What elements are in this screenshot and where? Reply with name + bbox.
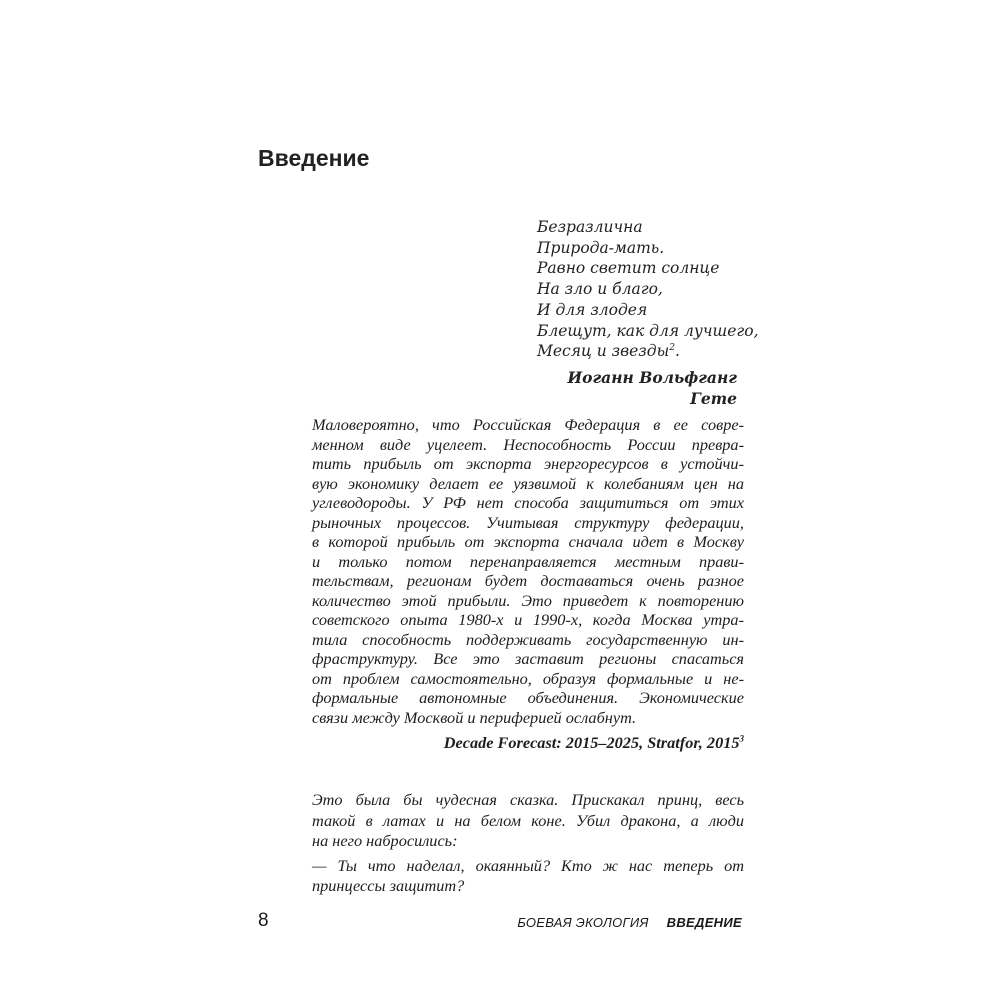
epigraph-line: Природа-мать. — [537, 238, 665, 257]
epigraph-line: На зло и благо, — [537, 280, 663, 299]
quote-line: Маловероятно, что Российская Федерация в ее совре- — [312, 415, 744, 434]
chapter-title: Введение — [258, 145, 370, 171]
tale-line: принцессы защитит? — [312, 876, 465, 895]
tale-line: такой в латах и на белом коне. Убил дракона, а люди — [312, 810, 744, 830]
page-footer — [258, 910, 742, 937]
quote-line: советского опыта 1980-х и 1990-х, когда Москва утра- — [312, 610, 744, 629]
quote-line: фраструктуру. Все это заставит регионы спасаться — [312, 649, 744, 668]
epigraph — [537, 217, 759, 409]
page-number: 8 — [258, 910, 269, 931]
quote-line: формальные автономные объединения. Экономические — [312, 688, 744, 707]
quote-line: рыночных процессов. Учитывая структуру федерации, — [312, 512, 744, 532]
epigraph-author: Иоганн Вольфганг Гете — [567, 367, 737, 408]
footnote-ref: 3 — [739, 733, 744, 744]
epigraph-line: Равно светит солнце — [537, 259, 720, 278]
quote-line: углеводороды. У РФ нет способа защититься от этих — [312, 493, 744, 512]
chapter-name: ВВЕДЕНИЕ — [666, 915, 742, 930]
quote-line: в которой прибыль от экспорта сначала идет в Москву — [312, 532, 744, 551]
stratfor-quote — [312, 415, 744, 753]
quote-line: вую экономику делает ее уязвимой к колебаниям цен на — [312, 473, 744, 493]
running-footer — [517, 915, 742, 931]
book-title: БОЕВАЯ ЭКОЛОГИЯ — [517, 915, 649, 930]
footnote-ref: 2 — [669, 343, 675, 354]
epigraph-line: Блещут, как для лучшего, — [537, 321, 759, 340]
quote-line: менном виде уцелеет. Неспособность России превра- — [312, 434, 744, 454]
quote-line: связи между Москвой и периферией ослабнут. — [312, 707, 637, 727]
quote-line: количество этой прибыли. Это приведет к повторению — [312, 590, 744, 610]
tale-line: Это была бы чудесная сказка. Прискакал принц, весь — [312, 790, 744, 809]
quote-line: тить прибыль от экспорта энергоресурсов в устойчи- — [312, 454, 744, 473]
quote-line: тила способность поддерживать государственную ин- — [312, 629, 744, 649]
quote-source: Decade Forecast: 2015–2025, Stratfor, 2015$^3$ — [443, 733, 744, 752]
epigraph-line: И для злодея — [537, 300, 648, 319]
tale-epigraph — [312, 790, 744, 897]
quote-line: тельствам, регионам будет доставаться очень разное — [312, 571, 744, 590]
quote-line: и только потом перенаправляется местным прави- — [312, 551, 744, 571]
quote-line: от проблем самостоятельно, образуя формальные и не- — [312, 668, 744, 688]
tale-line: — Ты что наделал, окаянный? Кто ж нас теперь от — [312, 855, 744, 875]
epigraph-line: Безразлична — [537, 218, 643, 236]
tale-line: на него набросились: — [312, 831, 458, 850]
epigraph-line: Месяц и звезды$^2$. — [537, 342, 680, 361]
